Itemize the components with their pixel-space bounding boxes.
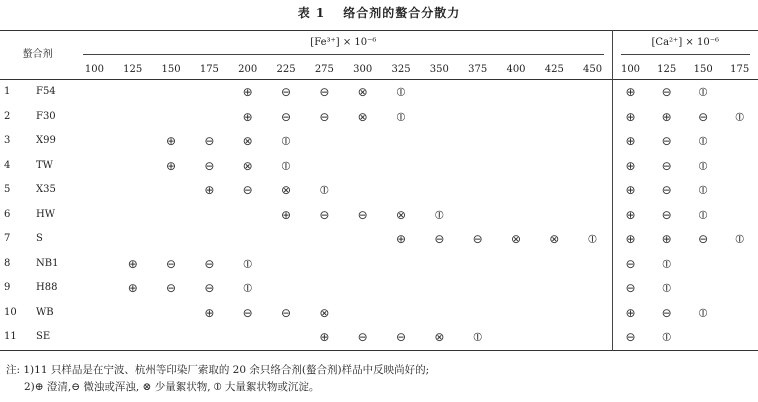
fe-result-cell: ⊕	[242, 109, 253, 124]
fe-result-cell	[535, 154, 573, 179]
agent-cell	[0, 203, 75, 228]
fe-result-cell	[382, 252, 420, 277]
header-fe-col: 175	[199, 64, 219, 75]
fe-result-cell	[344, 227, 382, 252]
ca-result-cell: ⊖	[661, 158, 672, 173]
ca-result-cell: ⦶	[698, 85, 708, 100]
header-fe-group	[75, 31, 612, 62]
ca-result-cell	[685, 252, 721, 277]
fe-result-cell	[574, 178, 613, 203]
fe-result-cell	[574, 301, 613, 326]
fe-result-cell	[459, 276, 497, 301]
table-row	[0, 80, 758, 105]
row-index: 2	[4, 110, 11, 122]
header-ca-group	[612, 31, 758, 62]
fe-result-cell: ⊕	[204, 305, 215, 320]
header-row-1	[0, 31, 758, 62]
fe-result-cell: ⊖	[281, 305, 292, 320]
table-row	[0, 129, 758, 154]
table-body	[0, 80, 758, 351]
fe-result-cell: ⊖	[281, 85, 292, 100]
ca-result-cell	[721, 325, 758, 350]
ca-result-cell: ⦶	[698, 305, 708, 320]
fe-result-cell: ⊖	[319, 85, 330, 100]
fe-result-cell	[344, 129, 382, 154]
fe-result-cell: ⊗	[434, 330, 445, 345]
table-row	[0, 325, 758, 350]
fe-result-cell	[535, 276, 573, 301]
row-index: 8	[4, 257, 11, 269]
fe-result-cell	[75, 276, 113, 301]
fe-result-cell	[305, 227, 343, 252]
table-row	[0, 105, 758, 130]
fe-result-cell	[535, 203, 573, 228]
ca-result-cell: ⊕	[612, 80, 648, 105]
ca-result-cell: ⊕	[612, 105, 648, 130]
ca-result-cell	[721, 252, 758, 277]
fe-result-cell: ⊖	[472, 232, 483, 247]
fe-result-cell: ⊖	[242, 305, 253, 320]
fe-result-cell	[497, 203, 535, 228]
ca-result-cell: ⦶	[698, 207, 708, 222]
fe-result-cell	[535, 252, 573, 277]
fe-result-cell	[574, 80, 613, 105]
agent-cell	[0, 227, 75, 252]
agent-name: X99	[36, 135, 56, 146]
fe-result-cell	[114, 105, 152, 130]
fe-result-cell	[152, 178, 190, 203]
row-index: 11	[4, 331, 17, 342]
fe-result-cell	[152, 227, 190, 252]
fe-result-cell	[344, 276, 382, 301]
header-fe-label: [Fe³⁺] × 10⁻⁶	[83, 38, 603, 55]
fe-result-cell	[267, 252, 305, 277]
fe-result-cell	[344, 178, 382, 203]
fe-result-cell: ⊖	[204, 134, 215, 149]
header-ca-col: 125	[657, 64, 677, 75]
fe-result-cell	[535, 129, 573, 154]
fe-result-cell	[305, 129, 343, 154]
header-fe-col: 300	[353, 64, 373, 75]
fe-result-cell	[190, 105, 228, 130]
fe-result-cell: ⦶	[434, 207, 444, 222]
fe-result-cell	[344, 154, 382, 179]
agent-cell	[0, 276, 75, 301]
agent-name: S	[36, 233, 43, 244]
fe-result-cell	[459, 105, 497, 130]
fe-result-cell	[382, 129, 420, 154]
fe-result-cell: ⊕	[319, 330, 330, 345]
fe-result-cell	[190, 80, 228, 105]
ca-result-cell	[721, 129, 758, 154]
table-row	[0, 203, 758, 228]
fe-result-cell	[497, 80, 535, 105]
note-line-2: 2)⊕ 澄清,⊖ 微浊或浑浊, ⊗ 少量絮状物, ⦶ 大量絮状物或沉淀。	[24, 381, 320, 393]
fe-result-cell	[229, 203, 267, 228]
fe-result-cell	[75, 325, 113, 350]
fe-result-cell	[190, 227, 228, 252]
fe-result-cell	[574, 252, 613, 277]
ca-result-cell: ⊕	[612, 129, 648, 154]
ca-result-cell: ⦶	[662, 256, 672, 271]
fe-result-cell: ⊕	[204, 183, 215, 198]
header-ca-col: 175	[730, 64, 750, 75]
ca-result-cell: ⊖	[661, 207, 672, 222]
fe-result-cell	[497, 325, 535, 350]
note-line-1: 注: 1)11 只样品是在宁波、杭州等印染厂索取的 20 余只络合剂(螯合剂)样品中反映尚好的;	[6, 364, 430, 376]
agent-name: F30	[36, 110, 56, 122]
fe-result-cell: ⊕	[281, 207, 292, 222]
fe-result-cell: ⊖	[357, 207, 368, 222]
header-fe-col: 375	[468, 64, 488, 75]
ca-result-cell: ⊖	[661, 183, 672, 198]
fe-result-cell	[459, 178, 497, 203]
ca-result-cell: ⦶	[698, 134, 708, 149]
table-row	[0, 301, 758, 326]
fe-result-cell	[574, 276, 613, 301]
agent-cell	[0, 129, 75, 154]
fe-result-cell	[497, 129, 535, 154]
fe-result-cell	[75, 252, 113, 277]
ca-result-cell: ⊖	[661, 85, 672, 100]
fe-result-cell	[152, 80, 190, 105]
fe-result-cell	[420, 105, 458, 130]
fe-result-cell: ⊕	[166, 158, 177, 173]
fe-result-cell: ⊕	[166, 134, 177, 149]
fe-result-cell	[420, 80, 458, 105]
fe-result-cell: ⊗	[549, 232, 560, 247]
fe-result-cell	[152, 325, 190, 350]
fe-result-cell: ⊕	[127, 256, 138, 271]
ca-result-cell: ⦶	[698, 183, 708, 198]
agent-name: H88	[36, 282, 58, 293]
header-fe-col: 450	[582, 64, 603, 75]
ca-result-cell: ⊖	[698, 232, 709, 247]
fe-result-cell	[382, 154, 420, 179]
fe-result-cell	[305, 252, 343, 277]
header-fe-col: 125	[123, 64, 143, 75]
fe-result-cell	[267, 325, 305, 350]
header-fe-col: 225	[276, 64, 296, 75]
fe-result-cell	[114, 203, 152, 228]
fe-result-cell	[344, 301, 382, 326]
ca-result-cell: ⊕	[612, 203, 648, 228]
table-row	[0, 178, 758, 203]
fe-result-cell	[114, 227, 152, 252]
ca-result-cell: ⊕	[661, 232, 672, 247]
ca-result-cell: ⦶	[735, 109, 745, 124]
fe-result-cell	[535, 105, 573, 130]
fe-result-cell: ⊗	[395, 207, 407, 222]
ca-result-cell	[721, 154, 758, 179]
fe-result-cell	[420, 154, 458, 179]
ca-result-cell	[685, 276, 721, 301]
fe-result-cell	[420, 178, 458, 203]
fe-result-cell: ⊕	[395, 232, 407, 247]
ca-result-cell	[721, 80, 758, 105]
fe-result-cell: ⊖	[204, 256, 215, 271]
fe-result-cell	[574, 325, 613, 350]
fe-result-cell	[382, 301, 420, 326]
ca-result-cell	[721, 301, 758, 326]
agent-cell	[0, 154, 75, 179]
fe-result-cell	[75, 178, 113, 203]
header-fe-col: 400	[506, 64, 526, 75]
table-row	[0, 154, 758, 179]
fe-result-cell: ⊗	[281, 183, 292, 198]
table-row	[0, 276, 758, 301]
fe-result-cell: ⊗	[242, 134, 253, 149]
ca-result-cell: ⦶	[662, 330, 672, 345]
fe-result-cell	[229, 325, 267, 350]
fe-result-cell	[459, 80, 497, 105]
agent-cell	[0, 252, 75, 277]
fe-result-cell	[152, 105, 190, 130]
fe-result-cell: ⊖	[242, 183, 253, 198]
row-index: 5	[4, 184, 11, 195]
fe-result-cell	[459, 203, 497, 228]
fe-result-cell	[497, 154, 535, 179]
header-row-2	[0, 61, 758, 80]
fe-result-cell: ⦶	[320, 183, 329, 198]
fe-result-cell: ⊖	[281, 109, 292, 124]
fe-result-cell	[75, 301, 113, 326]
fe-result-cell	[114, 325, 152, 350]
fe-result-cell: ⦶	[473, 330, 483, 345]
fe-result-cell	[459, 154, 497, 179]
chelation-table	[0, 30, 758, 351]
header-fe-col: 100	[84, 64, 104, 75]
header-fe-col: 275	[314, 64, 334, 75]
agent-cell	[0, 178, 75, 203]
fe-result-cell	[114, 80, 152, 105]
fe-result-cell: ⊗	[357, 85, 368, 100]
ca-result-cell: ⦶	[662, 281, 672, 296]
ca-result-cell: ⊕	[612, 154, 648, 179]
agent-name: TW	[36, 159, 53, 171]
table-notes	[6, 362, 429, 396]
fe-result-cell	[420, 301, 458, 326]
row-index: 10	[4, 306, 17, 318]
ca-result-cell: ⊖	[612, 252, 648, 277]
ca-result-cell: ⊖	[612, 276, 648, 301]
fe-result-cell: ⊖	[166, 281, 177, 296]
agent-name: SE	[36, 331, 51, 342]
fe-result-cell	[75, 227, 113, 252]
fe-result-cell	[190, 203, 228, 228]
fe-result-cell: ⊗	[242, 158, 253, 173]
agent-cell	[0, 325, 75, 350]
row-index: 4	[4, 159, 11, 171]
fe-result-cell	[114, 178, 152, 203]
fe-result-cell	[114, 129, 152, 154]
fe-result-cell	[420, 129, 458, 154]
fe-result-cell	[382, 276, 420, 301]
row-index: 7	[4, 233, 11, 244]
ca-result-cell	[685, 325, 721, 350]
fe-result-cell: ⦶	[281, 158, 291, 173]
header-fe-col: 200	[238, 64, 258, 75]
fe-result-cell: ⊖	[204, 281, 215, 296]
fe-result-cell: ⊗	[319, 305, 330, 320]
fe-result-cell	[152, 301, 190, 326]
fe-result-cell	[267, 276, 305, 301]
row-index: 9	[4, 282, 11, 293]
fe-result-cell: ⦶	[243, 256, 253, 271]
fe-result-cell: ⊖	[204, 158, 215, 173]
fe-result-cell	[459, 301, 497, 326]
ca-result-cell	[721, 203, 758, 228]
fe-result-cell	[114, 301, 152, 326]
fe-result-cell	[535, 178, 573, 203]
ca-result-cell: ⊖	[661, 305, 672, 320]
fe-result-cell	[305, 154, 343, 179]
table-row	[0, 252, 758, 277]
fe-result-cell	[535, 301, 573, 326]
ca-result-cell: ⊕	[612, 301, 648, 326]
fe-result-cell	[497, 105, 535, 130]
fe-result-cell: ⦶	[396, 85, 406, 100]
fe-result-cell	[344, 252, 382, 277]
row-index: 6	[4, 208, 11, 220]
table-title	[0, 4, 758, 21]
fe-result-cell	[152, 203, 190, 228]
fe-result-cell: ⊕	[127, 281, 138, 296]
agent-name: HW	[36, 208, 55, 220]
ca-result-cell: ⊕	[612, 178, 648, 203]
fe-result-cell	[574, 105, 613, 130]
table-caption: 络合剂的螯合分散力	[343, 6, 461, 20]
header-ca-col: 100	[612, 61, 648, 80]
header-ca-label: [Ca²⁺] × 10⁻⁶	[621, 38, 750, 55]
header-fe-col: 150	[161, 64, 181, 75]
row-index: 3	[4, 135, 11, 146]
fe-result-cell: ⊗	[510, 232, 522, 247]
fe-result-cell	[535, 325, 573, 350]
ca-result-cell: ⊖	[661, 134, 672, 149]
fe-result-cell	[114, 154, 152, 179]
fe-result-cell: ⊖	[395, 330, 407, 345]
fe-result-cell	[382, 178, 420, 203]
ca-result-cell: ⦶	[698, 158, 708, 173]
agent-cell	[0, 80, 75, 105]
fe-result-cell	[574, 203, 613, 228]
agent-cell	[0, 105, 75, 130]
agent-name: X35	[36, 184, 56, 195]
table-number: 表 1	[297, 6, 326, 20]
ca-result-cell: ⊕	[612, 227, 648, 252]
fe-result-cell: ⊖	[357, 330, 368, 345]
fe-result-cell	[75, 154, 113, 179]
fe-result-cell: ⦶	[281, 134, 291, 149]
row-index: 1	[4, 86, 11, 97]
fe-result-cell: ⦶	[588, 232, 597, 247]
ca-result-cell	[721, 276, 758, 301]
fe-result-cell: ⊖	[166, 256, 177, 271]
ca-result-cell: ⦶	[735, 232, 745, 247]
ca-result-cell: ⊖	[612, 325, 648, 350]
fe-result-cell	[574, 154, 613, 179]
ca-result-cell	[721, 178, 758, 203]
fe-result-cell	[420, 276, 458, 301]
fe-result-cell	[459, 252, 497, 277]
fe-result-cell: ⊗	[357, 109, 368, 124]
ca-result-cell: ⊖	[698, 109, 709, 124]
fe-result-cell	[229, 227, 267, 252]
fe-result-cell	[190, 325, 228, 350]
fe-result-cell	[497, 178, 535, 203]
fe-result-cell	[305, 276, 343, 301]
header-fe-col: 350	[429, 64, 449, 75]
header-ca-col: 150	[693, 64, 713, 75]
fe-result-cell: ⊕	[242, 85, 253, 100]
ca-result-cell: ⊕	[661, 109, 672, 124]
fe-result-cell	[75, 203, 113, 228]
agent-cell	[0, 301, 75, 326]
fe-result-cell	[497, 276, 535, 301]
fe-result-cell	[459, 129, 497, 154]
fe-result-cell: ⊖	[319, 207, 330, 222]
fe-result-cell: ⦶	[396, 109, 406, 124]
table-row	[0, 227, 758, 252]
fe-result-cell	[75, 80, 113, 105]
header-fe-col: 325	[391, 64, 411, 75]
fe-result-cell	[535, 80, 573, 105]
header-fe-col: 425	[544, 64, 564, 75]
fe-result-cell	[75, 129, 113, 154]
fe-result-cell: ⊖	[319, 109, 330, 124]
fe-result-cell	[497, 252, 535, 277]
agent-name: WB	[36, 306, 54, 318]
fe-result-cell	[75, 105, 113, 130]
agent-name: NB1	[36, 257, 59, 269]
fe-result-cell	[420, 252, 458, 277]
header-agent: 螯合剂	[22, 49, 53, 60]
agent-name: F54	[36, 86, 56, 97]
fe-result-cell: ⦶	[243, 281, 253, 296]
fe-result-cell	[267, 227, 305, 252]
fe-result-cell	[497, 301, 535, 326]
fe-result-cell	[574, 129, 613, 154]
fe-result-cell: ⊖	[434, 232, 445, 247]
